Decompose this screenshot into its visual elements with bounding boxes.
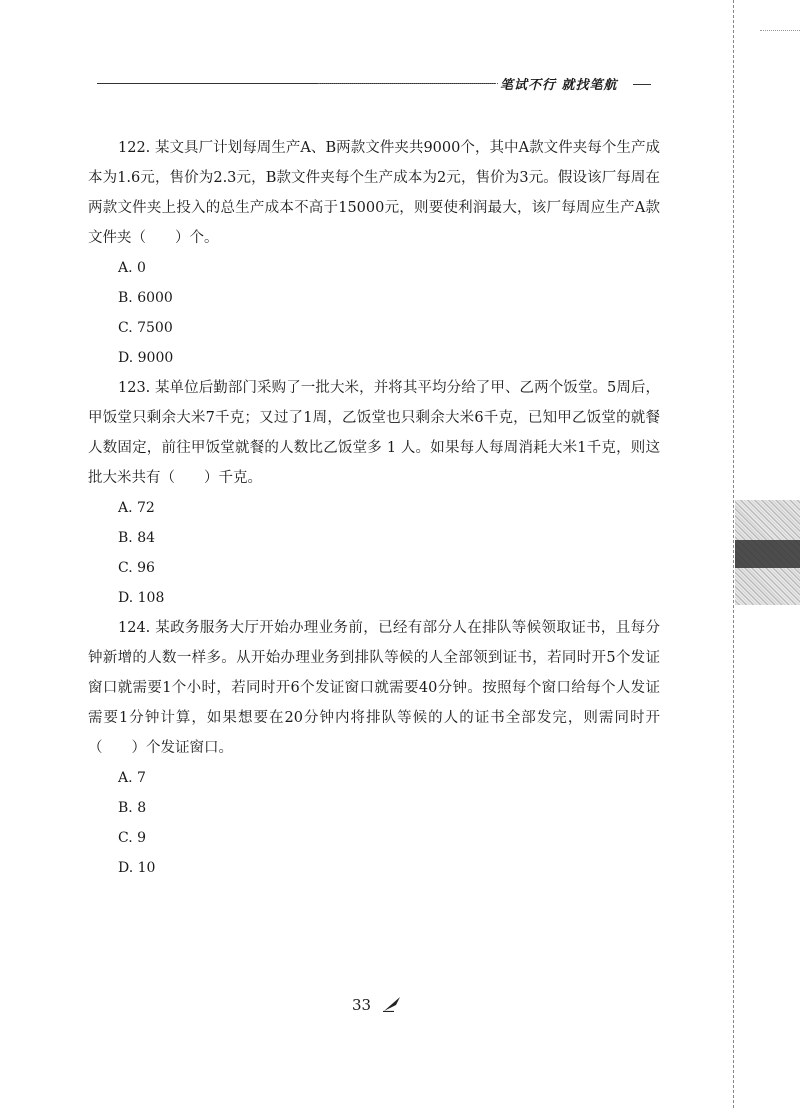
question-text: 122. 某文具厂计划每周生产A、B两款文件夹共9000个，其中A款文件夹每个生产成本为1.6元，售价为2.3元，B款文件夹每个生产成本为2元，售价为3元。假设该厂每周在两款文件夹上投入的总生产成本不高于15000元，则要使利润最大，该厂每周应生产A款文件夹（ ）个。: [88, 140, 660, 246]
option-d: D. 10: [118, 860, 156, 876]
option-c: C. 96: [118, 560, 155, 576]
quill-pen-icon: [382, 996, 402, 1016]
header-slogan: 笔试不行 就找笔航: [500, 78, 618, 93]
header-dash: [633, 84, 651, 85]
option-c: C. 7500: [118, 320, 173, 336]
page-number: 33: [352, 996, 372, 1014]
question-text: 124. 某政务服务大厅开始办理业务前，已经有部分人在排队等候领取证书，且每分钟新增的人数一样多。从开始办理业务到排队等候的人全部领到证书，若同时开5个发证窗口就需要1个小时，若同时开6个发证窗口就需要40分钟。按照每个窗口给每个人发证需要1分钟计算，如果想要在20分钟内将排队等候的人的证书全部发完，则需同时开（ ）个发证窗口。: [88, 620, 660, 756]
option-b: B. 84: [118, 530, 156, 546]
option-d: D. 108: [118, 590, 165, 606]
option-a: A. 0: [118, 260, 146, 276]
page-footer: [352, 996, 402, 1016]
option-b: B. 8: [118, 800, 147, 816]
option-a: A. 7: [118, 770, 146, 786]
option-b: B. 6000: [118, 290, 173, 306]
question-123: [88, 373, 660, 613]
option-c: C. 9: [118, 830, 147, 846]
option-a: A. 72: [118, 500, 155, 516]
question-124: [88, 613, 660, 883]
question-text: 123. 某单位后勤部门采购了一批大米，并将其平均分给了甲、乙两个饭堂。5周后，甲饭堂只剩余大米7千克；又过了1周，乙饭堂也只剩余大米6千克，已知甲乙饭堂的就餐人数固定，前往甲饭堂就餐的人数比乙饭堂多 1 人。如果每人每周消耗大米1千克，则这批大米共有（ ）千克。: [88, 380, 660, 486]
question-122: [88, 133, 660, 373]
scan-artifact-dark: [735, 540, 800, 568]
question-list: [88, 133, 660, 883]
page-edge-mark: [760, 30, 800, 32]
header-rule-dots: [318, 83, 498, 84]
option-d: D. 9000: [118, 350, 174, 366]
